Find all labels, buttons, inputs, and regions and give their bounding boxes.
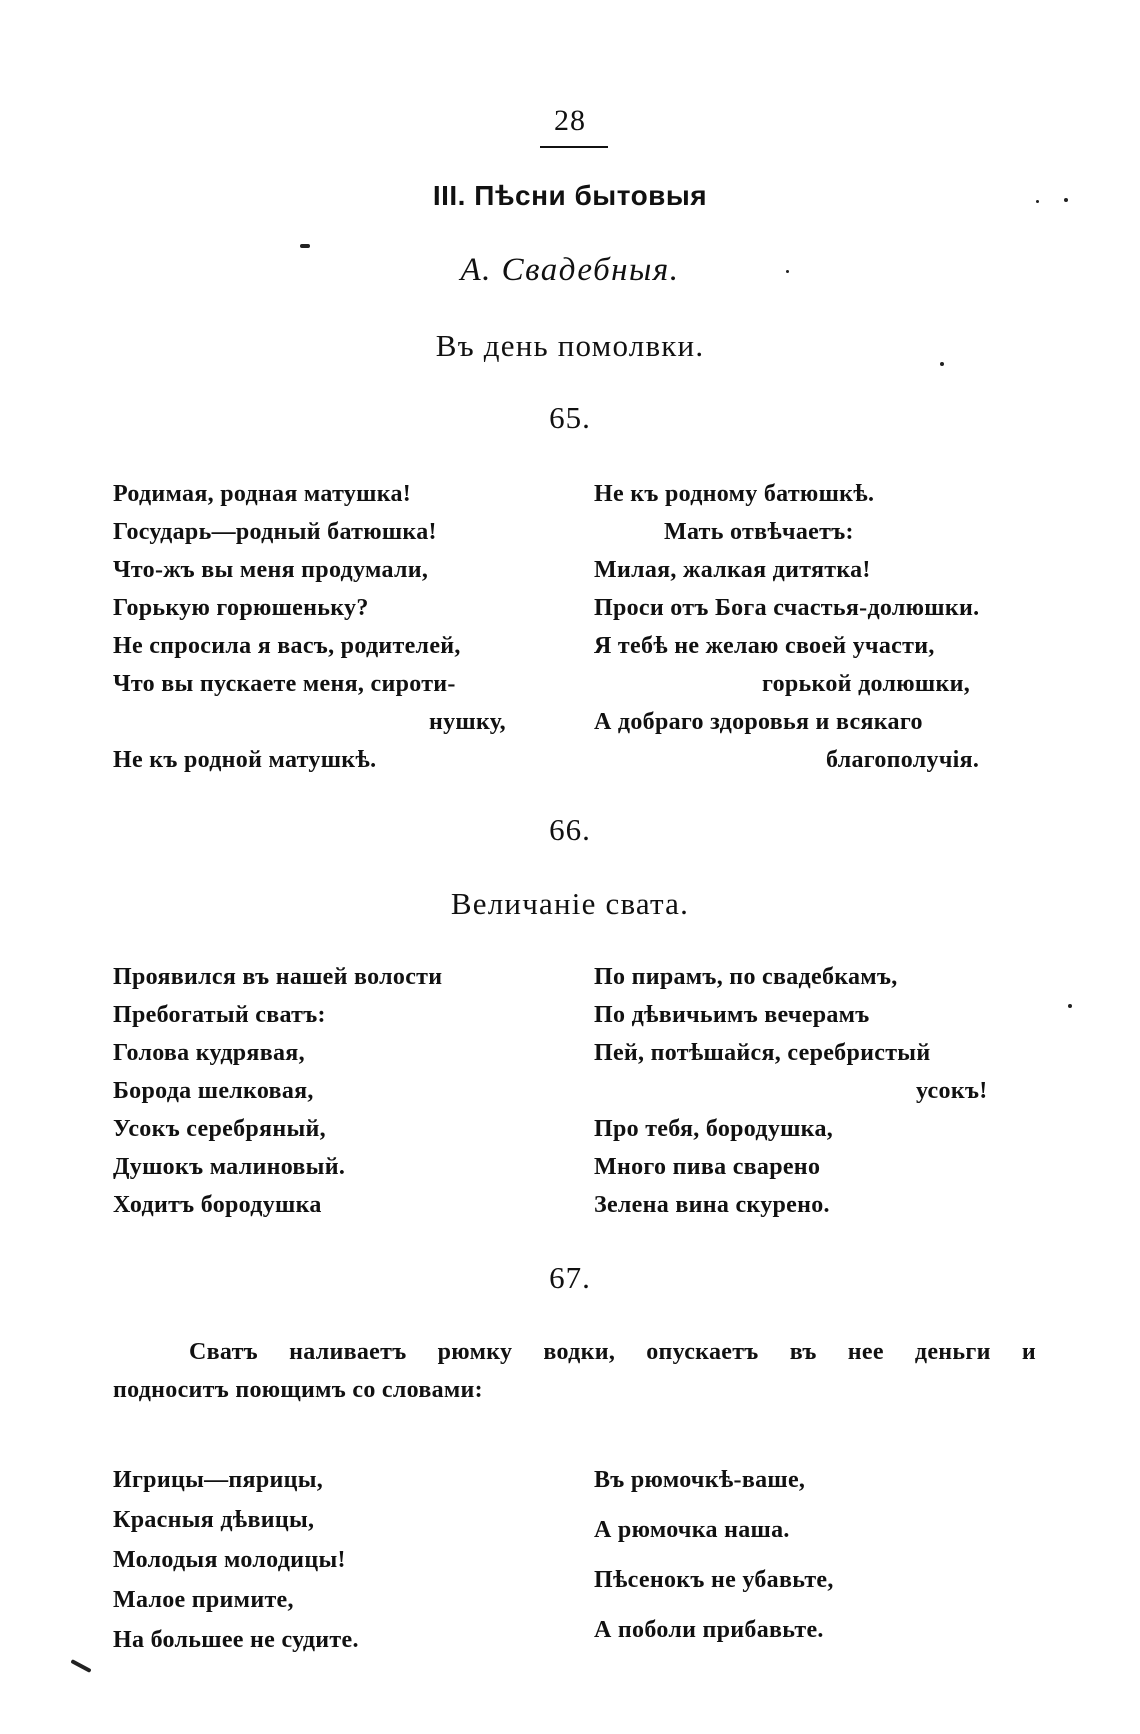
verse-line: Борода шелковая, [113, 1078, 314, 1104]
song-66-left-column [113, 958, 442, 1224]
song-number-65: 65. [549, 400, 591, 435]
verse-line: Зелена вина скурено. [594, 1192, 830, 1218]
scan-speck [1036, 200, 1039, 203]
song-67-intro [113, 1333, 1036, 1409]
verse-line: Горькую горюшеньку? [113, 595, 369, 621]
verse-line: Пребогатый сватъ: [113, 1002, 326, 1028]
speaker-line: Мать отвѣчаетъ: [664, 519, 854, 545]
verse-line: Проси отъ Бога счастья-долюшки. [594, 595, 980, 621]
intro-line: Сватъ наливаетъ рюмку водки, опускаетъ въ нее деньги и [189, 1339, 1036, 1365]
verse-line: Красныя дѣвицы, [113, 1507, 315, 1533]
verse-line: Не къ родной матушкѣ. [113, 747, 377, 773]
verse-line: По пирамъ, по свадебкамъ, [594, 964, 898, 990]
verse-line: На большее не судите. [113, 1627, 359, 1653]
verse-line-continuation: благополучія. [826, 747, 980, 773]
verse-line: Въ рюмочкѣ-ваше, [594, 1467, 806, 1493]
verse-line-continuation: нушку, [429, 709, 506, 735]
scan-speck [1068, 1004, 1072, 1008]
song-67-left-column [113, 1460, 359, 1660]
verse-line: Пѣсенокъ не убавьте, [594, 1567, 834, 1593]
verse-line: Не спросила я васъ, родителей, [113, 633, 461, 659]
verse-line-continuation: горькой долюшки, [762, 671, 971, 697]
page-number-rule [540, 146, 608, 148]
section-title: III. Пѣсни бытовыя [432, 180, 708, 211]
song-66-title: Величаніе свата. [450, 886, 690, 921]
song-number-67: 67. [549, 1260, 591, 1295]
scan-speck [1064, 198, 1068, 202]
verse-line: Государь—родный батюшка! [113, 519, 437, 545]
verse-line: Что вы пускаете меня, сироти- [113, 671, 456, 697]
verse-line: А поболи прибавьте. [594, 1617, 824, 1643]
verse-line: Родимая, родная матушка! [113, 481, 412, 507]
page-number: 28 [554, 104, 586, 137]
intro-line: подноситъ поющимъ со словами: [113, 1377, 483, 1403]
verse-line: Малое примите, [113, 1587, 294, 1613]
song-67-right-column [594, 1455, 834, 1655]
scan-speck [300, 244, 310, 248]
scan-speck [786, 270, 789, 273]
verse-line: Пей, потѣшайся, серебристый [594, 1040, 931, 1066]
song-number-66: 66. [549, 812, 591, 847]
scan-speck [70, 1659, 91, 1673]
verse-line: Милая, жалкая дитятка! [594, 557, 871, 583]
verse-line: Не къ родному батюшкѣ. [594, 481, 875, 507]
verse-line: Голова кудрявая, [113, 1040, 305, 1066]
verse-line: Молодыя молодицы! [113, 1547, 346, 1573]
song-65-left-column [113, 475, 506, 779]
verse-line: По дѣвичьимъ вечерамъ [594, 1002, 870, 1028]
verse-line: Что-жъ вы меня продумали, [113, 557, 429, 583]
verse-line: Душокъ малиновый. [113, 1154, 346, 1180]
verse-line-continuation: усокъ! [916, 1078, 988, 1104]
occasion-title: Въ день помолвки. [435, 328, 705, 363]
verse-line: Проявился въ нашей волости [113, 964, 443, 990]
verse-line: Усокъ серебряный, [113, 1116, 326, 1142]
verse-line: Игрицы—пярицы, [113, 1467, 324, 1493]
verse-line: Ходитъ бородушка [113, 1192, 322, 1218]
verse-line: Про тебя, бородушка, [594, 1116, 834, 1142]
verse-line: А рюмочка наша. [594, 1517, 790, 1543]
song-66-right-column [594, 958, 988, 1224]
scan-speck [940, 362, 944, 366]
verse-line: А добраго здоровья и всякаго [594, 709, 923, 735]
song-65-right-column [594, 475, 979, 779]
subsection-title: А. Свадебныя. [460, 252, 680, 288]
verse-line: Много пива сварено [594, 1154, 821, 1180]
verse-line: Я тебѣ не желаю своей участи, [594, 633, 935, 659]
